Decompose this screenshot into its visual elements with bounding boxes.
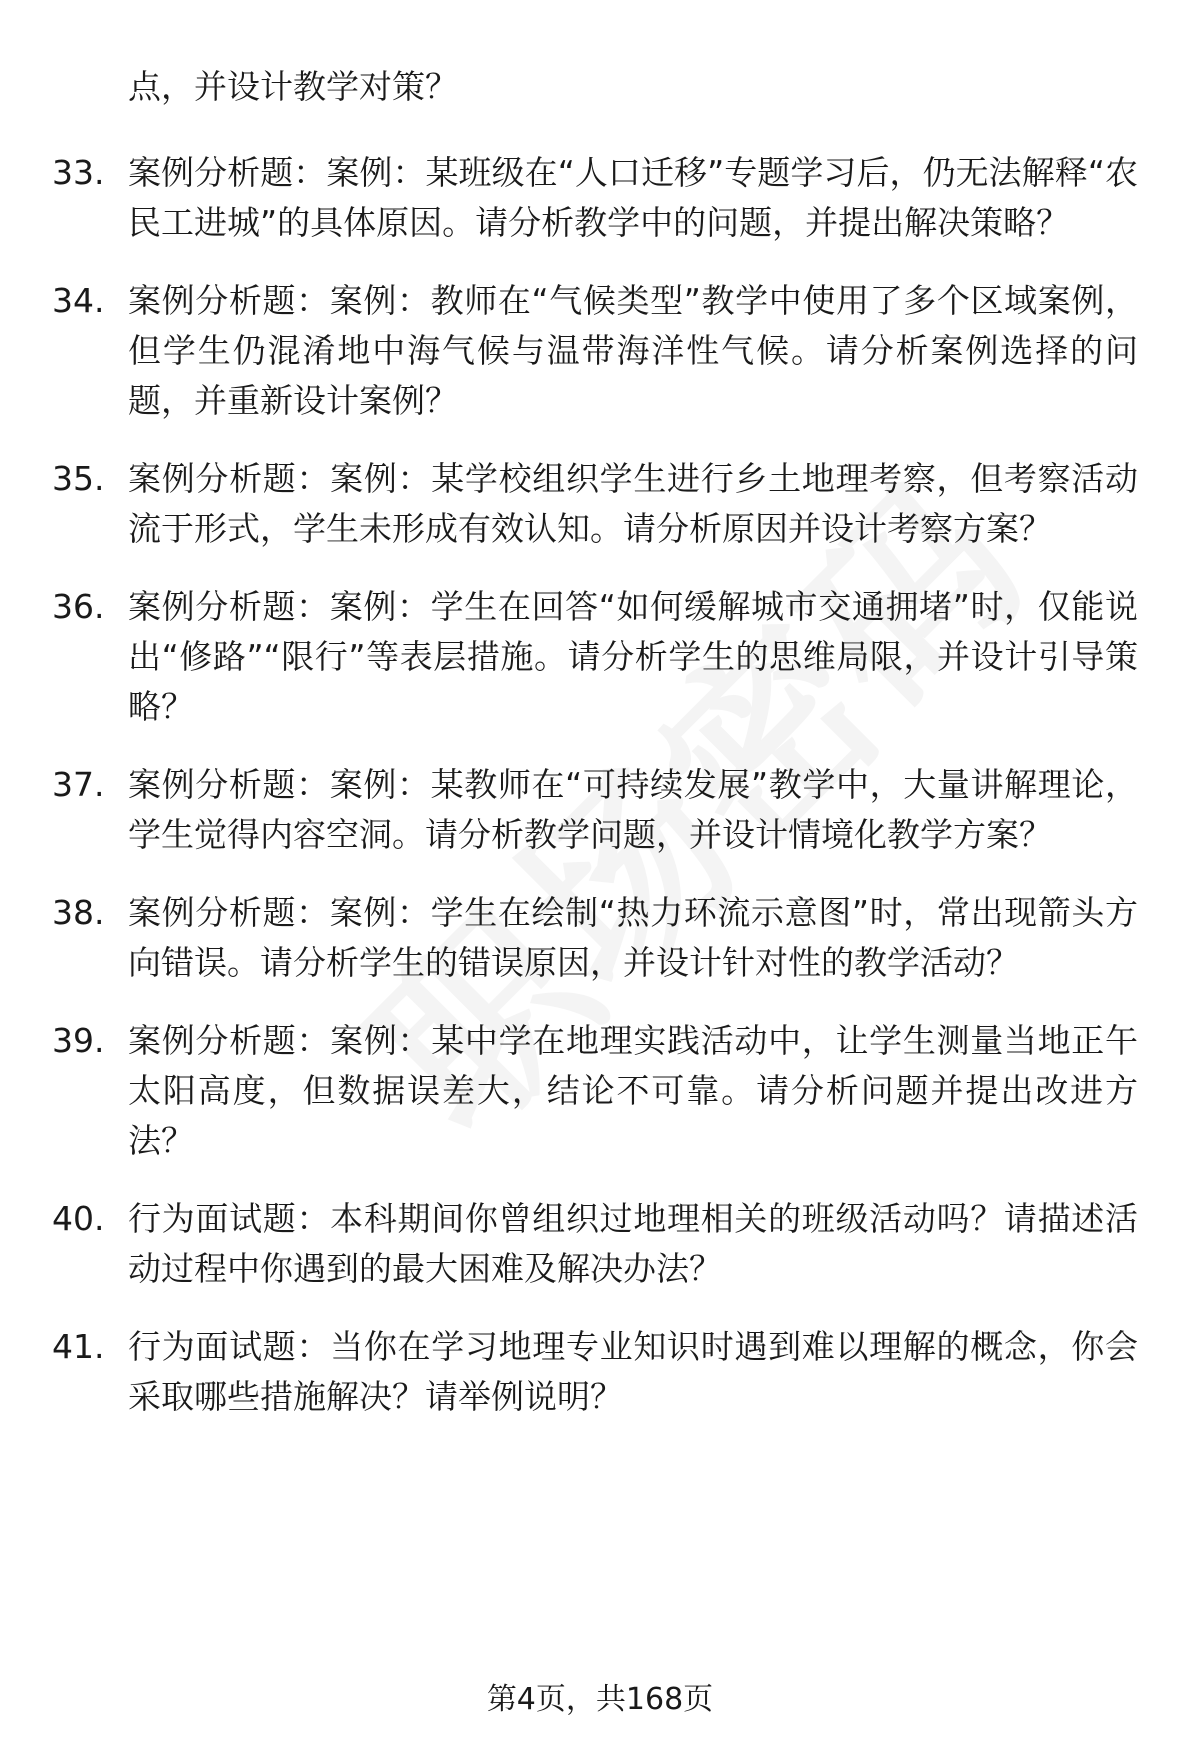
question-text: 案例分析题：案例：某教师在“可持续发展”教学中，大量讲解理论，学生觉得内容空洞。请分析教学问题，并设计情境化教学方案？ [128, 765, 1138, 854]
question-text: 案例分析题：案例：某班级在“人口迁移”专题学习后，仍无法解释“农民工进城”的具体原因。请分析教学中的问题，并提出解决策略？ [128, 153, 1138, 242]
page-footer: 第4页，共168页 [486, 1682, 714, 1717]
question-item [0, 1016, 1138, 1166]
question-number: 35. [52, 459, 105, 498]
question-number: 40. [52, 1199, 105, 1238]
question-number: 34. [52, 281, 105, 320]
question-item [0, 276, 1138, 426]
question-item [0, 1194, 1138, 1294]
question-number: 37. [52, 765, 105, 804]
question-item [0, 454, 1138, 554]
question-item [0, 582, 1138, 732]
question-text: 案例分析题：案例：学生在回答“如何缓解城市交通拥堵”时，仅能说出“修路”“限行”等表层措施。请分析学生的思维局限，并设计引导策略？ [128, 587, 1138, 726]
continuation-text: 点，并设计教学对策？ [128, 67, 458, 106]
question-text: 行为面试题：当你在学习地理专业知识时遇到难以理解的概念，你会采取哪些措施解决？请举例说明？ [128, 1327, 1138, 1416]
question-text: 案例分析题：案例：某学校组织学生进行乡土地理考察，但考察活动流于形式，学生未形成有效认知。请分析原因并设计考察方案？ [128, 459, 1138, 548]
question-text: 案例分析题：案例：教师在“气候类型”教学中使用了多个区域案例，但学生仍混淆地中海气候与温带海洋性气候。请分析案例选择的问题，并重新设计案例？ [128, 281, 1138, 420]
question-number: 41. [52, 1327, 105, 1366]
question-item [0, 760, 1138, 860]
question-item [0, 888, 1138, 988]
question-number: 39. [52, 1021, 105, 1060]
question-text: 案例分析题：案例：某中学在地理实践活动中，让学生测量当地正午太阳高度，但数据误差大，结论不可靠。请分析问题并提出改进方法？ [128, 1021, 1138, 1160]
question-number: 36. [52, 587, 105, 626]
question-text: 案例分析题：案例：学生在绘制“热力环流示意图”时，常出现箭头方向错误。请分析学生的错误原因，并设计针对性的教学活动？ [128, 893, 1138, 982]
question-item [0, 1322, 1138, 1422]
question-list [0, 148, 1200, 1450]
question-number: 33. [52, 153, 105, 192]
question-item [0, 148, 1138, 248]
question-number: 38. [52, 893, 105, 932]
question-text: 行为面试题：本科期间你曾组织过地理相关的班级活动吗？请描述活动过程中你遇到的最大困难及解决办法？ [128, 1199, 1138, 1288]
